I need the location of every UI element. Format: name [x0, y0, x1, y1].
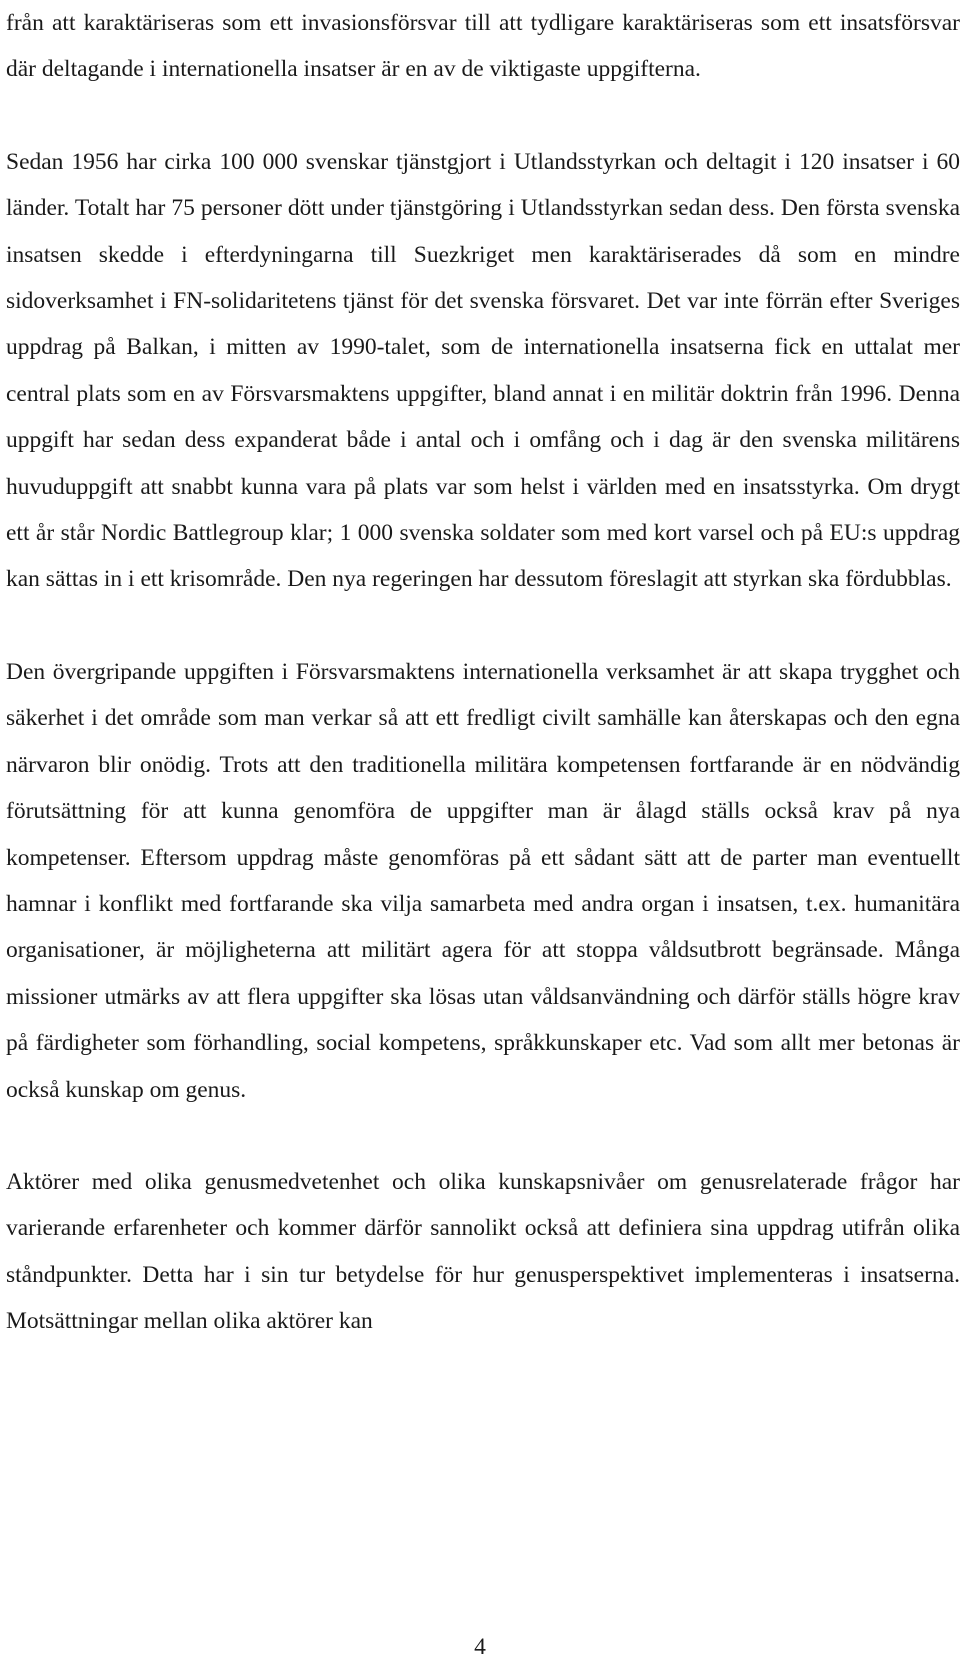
paragraph-4: Aktörer med olika genusmedvetenhet och olika kunskapsnivåer om genusrelaterade frågor har varierande erfarenheter och kommer därför sannolikt också att definiera sina uppdrag utifrån olika ståndpunkter. Detta har i sin tur betydelse för hur genusperspektivet implementeras i insatserna. Motsättningar mellan olika aktörer kan — [6, 1168, 960, 1335]
paragraph-2: Sedan 1956 har cirka 100 000 svenskar tjänstgjort i Utlandsstyrkan och deltagit i 120 insatser i 60 länder. Totalt har 75 personer dött under tjänstgöring i Utlandsstyrkan sedan dess. Den första svenska insatsen skedde i efterdyningarna till Suezkriget men karaktäriserades då som en mindre sidoverksamhet i FN-solidaritetens tjänst för det svenska försvaret. Det var inte förrän efter Sveriges uppdrag på Balkan, i mitten av 1990-talet, som de internationella insatserna fick en uttalat mer central plats som en av Försvarsmaktens uppgifter, bland annat i en militär doktrin från 1996. Denna uppgift har sedan dess expanderat både i antal och i omfång och i dag är den svenska militärens huvuduppgift att snabbt kunna vara på plats var som helst i världen med en insatsstyrka. Om drygt ett år står Nordic Battlegroup klar; 1 000 svenska soldater som med kort varsel och på EU:s uppdrag kan sättas in i ett krisområde. Den nya regeringen har dessutom föreslagit att styrkan ska fördubblas. — [6, 148, 960, 593]
paragraph-3: Den övergripande uppgiften i Försvarsmaktens internationella verksamhet är att skapa trygghet och säkerhet i det område som man verkar så att ett fredligt civilt samhälle kan återskapas och den egna närvaron blir onödig. Trots att den traditionella militära kompetensen fortfarande är en nödvändig förutsättning för att kunna genomföra de uppgifter man är ålagd ställs också krav på nya kompetenser. Eftersom uppdrag måste genomföras på ett sådant sätt att de parter man eventuellt hamnar i konflikt med fortfarande ska vilja samarbeta med andra organ i insatsen, t.ex. humanitära organisationer, är möjligheterna att militärt agera för att stoppa våldsutbrott begränsade. Många missioner utmärks av att flera uppgifter ska lösas utan våldsanvändning och därför ställs högre krav på färdigheter som förhandling, social kompetens, språkkunskaper etc. Vad som allt mer betonas är också kunskap om genus. — [6, 658, 960, 1103]
document-page — [6, 0, 960, 1345]
paragraph-1: från att karaktäriseras som ett invasionsförsvar till att tydligare karaktäriseras som ett insatsförsvar där deltagande i internationella insatser är en av de viktigaste uppgifterna. — [6, 10, 960, 83]
page-number: 4 — [474, 1634, 486, 1660]
